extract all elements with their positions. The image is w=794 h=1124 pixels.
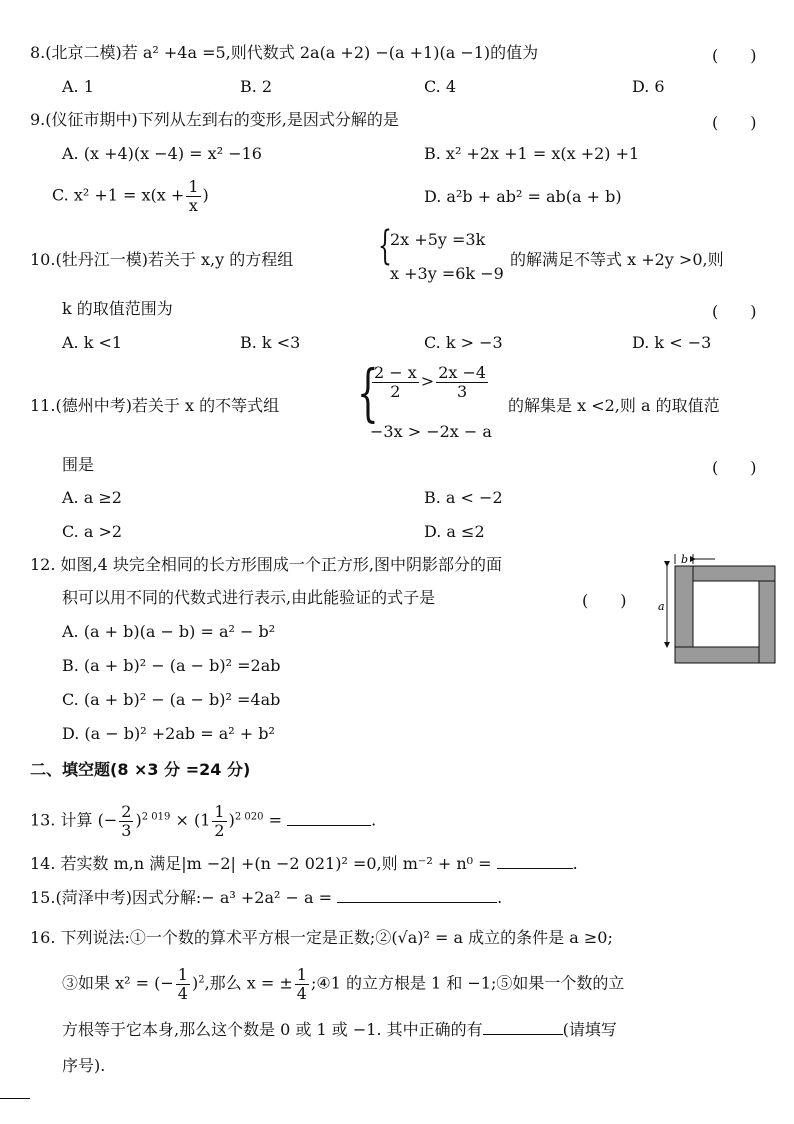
q16-line4: 序号).: [62, 1056, 106, 1075]
q11-option-d: D. a ≤2: [424, 522, 485, 541]
footer-rule: [0, 1098, 30, 1099]
q9-stem: 9.(仪征市期中)下列从左到右的变形,是因式分解的是: [30, 110, 399, 129]
q16-line1: 16. 下列说法:①一个数的算术平方根一定是正数;②(√a)² = a 成立的条件是 a ≥0;: [30, 928, 613, 947]
q15-line: 15.(菏泽中考)因式分解:− a³ +2a² − a = .: [30, 888, 503, 907]
q13-line: 13. 计算 (− $\frac{2}{3}$ )$^{2 019}$ × (1 $\frac{1}{2}$ )$^{2 020}$ = .: [30, 802, 377, 840]
q11-inequality-1: $\frac{2 - x}{2}$ > $\frac{2x -4}{3}$: [374, 363, 487, 401]
q12-option-a: A. (a + b)(a − b) = a² − b²: [62, 622, 276, 641]
inner-square: [693, 581, 759, 647]
q10-stem-end: 的解满足不等式 x +2y >0,则: [510, 250, 724, 269]
q9-option-a: A. (x +4)(x −4) = x² −16: [62, 144, 262, 163]
q10-stem-start: 10.(牡丹江一模)若关于 x,y 的方程组: [30, 250, 294, 269]
q9-option-d: D. a²b + ab² = ab(a + b): [424, 187, 622, 206]
q9-answer-bracket: ( ): [712, 113, 757, 132]
q11-stem-line2: 围是: [62, 455, 95, 474]
q9-option-c: C. x² +1 = x(x + $\frac{1}{x}$ ): [52, 177, 209, 215]
rectangle-bottom: [675, 647, 759, 663]
q10-option-b: B. k <3: [240, 333, 301, 352]
q9-option-b: B. x² +2x +1 = x(x +2) +1: [424, 144, 640, 163]
q12-option-b: B. (a + b)² − (a − b)² =2ab: [62, 656, 281, 675]
q12-figure: [655, 552, 785, 668]
q10-option-a: A. k <1: [62, 333, 123, 352]
label-a: a: [658, 600, 665, 613]
q11-option-a: A. a ≥2: [62, 488, 122, 507]
q14-answer-blank[interactable]: [497, 854, 573, 869]
q8-option-a: A. 1: [62, 77, 94, 96]
q8-option-b: B. 2: [240, 77, 273, 96]
rectangle-top: [693, 566, 775, 581]
q14-line: 14. 若实数 m,n 满足|m −2| +(n −2 021)² =0,则 m⁻² + n⁰ = .: [30, 854, 578, 873]
q16-line2: ③如果 x² = (− $\frac{1}{4}$ )$^2$,那么 x = ± $\frac{1}{4}$ ;④1 的立方根是 1 和 −1;⑤如果一个数的立: [62, 965, 625, 1003]
q11-option-c: C. a >2: [62, 522, 123, 541]
q8-option-d: D. 6: [632, 77, 665, 96]
q11-stem-start: 11.(德州中考)若关于 x 的不等式组: [30, 396, 280, 415]
q12-answer-bracket: ( ): [582, 591, 627, 610]
q10-answer-bracket: ( ): [712, 302, 757, 321]
rectangle-left: [675, 566, 693, 647]
q11-option-b: B. a < −2: [424, 488, 503, 507]
q13-answer-blank[interactable]: [287, 811, 371, 826]
q10-option-c: C. k > −3: [424, 333, 503, 352]
q16-answer-blank[interactable]: [483, 1020, 563, 1035]
q11-brace: {: [357, 356, 379, 429]
q10-equation-1: 2x +5y =3k: [390, 230, 486, 249]
q8-stem: 8.(北京二模)若 a² +4a =5,则代数式 2a(a +2) −(a +1)(a −1)的值为: [30, 43, 539, 62]
q11-inequality-2: −3x > −2x − a: [370, 422, 492, 441]
q8-option-c: C. 4: [424, 77, 457, 96]
q12-option-d: D. (a − b)² +2ab = a² + b²: [62, 724, 275, 743]
q10-equation-2: x +3y =6k −9: [390, 264, 504, 283]
q10-brace: {: [378, 223, 392, 269]
q15-answer-blank[interactable]: [337, 888, 497, 903]
section-2-title: 二、填空题(8 ×3 分 =24 分): [30, 760, 251, 779]
q11-answer-bracket: ( ): [712, 458, 757, 477]
q10-option-d: D. k < −3: [632, 333, 712, 352]
rectangle-right: [759, 581, 775, 663]
q10-stem-line2: k 的取值范围为: [62, 299, 173, 318]
q11-stem-end: 的解集是 x <2,则 a 的取值范: [508, 396, 720, 415]
q12-option-c: C. (a + b)² − (a − b)² =4ab: [62, 690, 281, 709]
q16-line3: 方根等于它本身,那么这个数是 0 或 1 或 −1. 其中正确的有 (请填写: [62, 1020, 617, 1039]
q12-stem-line2: 积可以用不同的代数式进行表示,由此能验证的式子是: [62, 588, 436, 607]
q12-stem-line1: 12. 如图,4 块完全相同的长方形围成一个正方形,图中阴影部分的面: [30, 555, 502, 574]
label-b: b: [681, 553, 689, 566]
q8-answer-bracket: ( ): [712, 46, 757, 65]
